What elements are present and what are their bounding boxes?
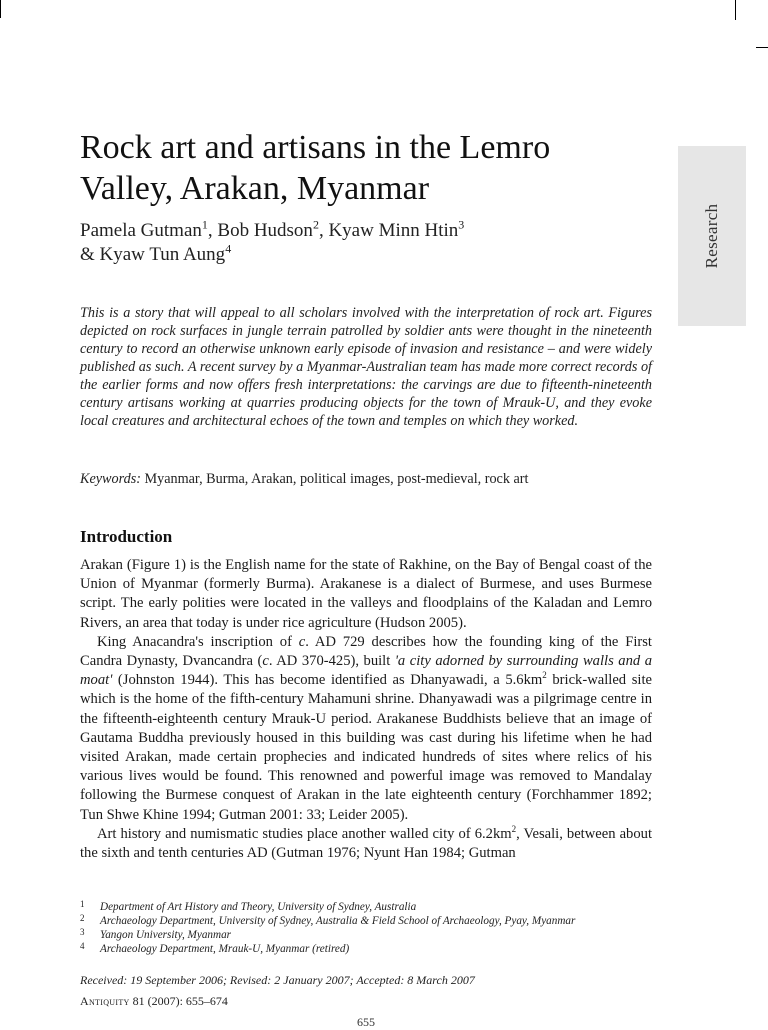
volume-pages: 81 (2007): 655–674	[129, 994, 228, 1008]
footnote-number: 3	[80, 927, 85, 937]
author-separator: &	[80, 244, 100, 265]
footnote-text: Archaeology Department, Mrauk-U, Myanmar (retired)	[100, 943, 350, 955]
author-name: Kyaw Minn Htin	[328, 220, 459, 241]
text-run: . AD 370-425), built	[268, 653, 395, 670]
footnote-number: 4	[80, 941, 85, 951]
author-name: Kyaw Tun Aung	[99, 244, 226, 265]
footnote	[80, 942, 652, 956]
article-title: Rock art and artisans in the Lemro Valley, Arakan, Myanmar	[80, 129, 551, 207]
author-name: Bob Hudson	[217, 220, 313, 241]
abstract: This is a story that will appeal to all scholars involved with the interpretation of rock art. Figures depicted on rock surfaces in jungle terrain patrolled by soldier ants were thought in the nineteenth century to record an otherwise unknown early episode of invasion and resistance – and were widely published as such. A recent survey by a Myanmar-Australian team has made more correct records of the earlier forms and now offers fresh interpretations: the carvings are due to fifteenth-nineteenth century artisans working at quarries producing objects for the town of Mrauk-U, and they evoke local creatures and architectural echoes of the town and temples on which they worked.	[80, 305, 652, 429]
text-run: (Johnston 1944). This has become identified as Dhanyawadi, a 5.6km	[112, 672, 543, 689]
section-heading-introduction: Introduction	[80, 527, 173, 546]
crop-mark-right	[735, 0, 736, 20]
keywords-label: Keywords:	[80, 471, 141, 487]
text-run: brick-walled site which is the home of the fifth-century Mahamuni shrine. Dhanyawadi was a pilgrimage centre in the fifteenth-eighteenth century Mrauk-U period. Arakanese Buddhists believe that an image of Gautama Buddha previously housed in this building was cast during his lifetime when he had visited Arakan, made certain prophecies and indicated hundreds of sites where relics of his various lives would be found. This renowned and powerful image was removed to Mandalay following the Burmese conquest of Arakan in the late eighteenth century (Forchhammer 1892; Tun Shwe Khine 1994; Gutman 2001: 33; Leider 2005).	[80, 672, 652, 823]
author-affiliation-marker: 3	[458, 217, 465, 232]
body-text	[80, 556, 652, 863]
footnote	[80, 914, 652, 928]
text-run: . AD 729 describes how the founding king of the First Candra Dynasty, Dvancandra (	[80, 633, 652, 670]
footnote-text: Department of Art History and Theory, University of Sydney, Australia	[100, 901, 417, 913]
superscript: 2	[511, 823, 517, 834]
footnote	[80, 900, 652, 914]
circa-abbreviation: c	[262, 653, 269, 670]
footnote	[80, 928, 652, 942]
superscript: 2	[542, 670, 547, 681]
body-paragraph	[80, 825, 652, 863]
author-separator: ,	[207, 220, 218, 241]
journal-name: Antiquity	[80, 994, 130, 1008]
author-separator: ,	[318, 220, 329, 241]
text-run: Art history and numismatic studies place another walled city of 6.2km	[97, 825, 512, 842]
footnote-number: 2	[80, 913, 85, 923]
section-tab	[678, 146, 746, 326]
crop-mark-tick	[756, 47, 768, 48]
body-paragraph	[80, 633, 652, 825]
footnotes	[80, 900, 652, 956]
body-paragraph: Arakan (Figure 1) is the English name for the state of Rakhine, on the Bay of Bengal coast of the Union of Myanmar (formerly Burma). Arakanese is a dialect of Burmese, and uses Burmese script. The early polities were located in the valleys and floodplains of the Kaladan and Lemro Rivers, an area that today is under rice agriculture (Hudson 2005).	[80, 557, 652, 631]
crop-mark-left	[0, 0, 1, 18]
footnote-text: Yangon University, Myanmar	[100, 929, 232, 941]
author-affiliation-marker: 1	[201, 217, 208, 232]
page-number: 655	[357, 1015, 375, 1029]
author-affiliation-marker: 2	[312, 217, 319, 232]
received-dates: Received: 19 September 2006; Revised: 2 January 2007; Accepted: 8 March 2007	[80, 973, 475, 987]
circa-abbreviation: c	[298, 633, 306, 650]
section-tab-label: Research	[702, 203, 721, 269]
keywords-text: Myanmar, Burma, Arakan, political images, post-medieval, rock art	[144, 471, 529, 487]
journal-citation	[80, 994, 228, 1009]
inscription-quote: 'a city adorned by surrounding walls and a moat'	[80, 653, 652, 689]
author-name: Pamela Gutman	[80, 220, 202, 241]
keywords	[80, 470, 652, 488]
author-list	[80, 219, 600, 267]
author-affiliation-marker: 4	[225, 241, 232, 256]
footnote-text: Archaeology Department, University of Sydney, Australia & Field School of Archaeology, Pyay, Myanmar	[100, 915, 576, 927]
footnote-number: 1	[80, 899, 85, 909]
text-run: King Anacandra's inscription of	[97, 633, 299, 650]
text-run: , Vesali, between about the sixth and tenth centuries AD (Gutman 1976; Nyunt Han 1984; Gutman	[80, 825, 653, 862]
